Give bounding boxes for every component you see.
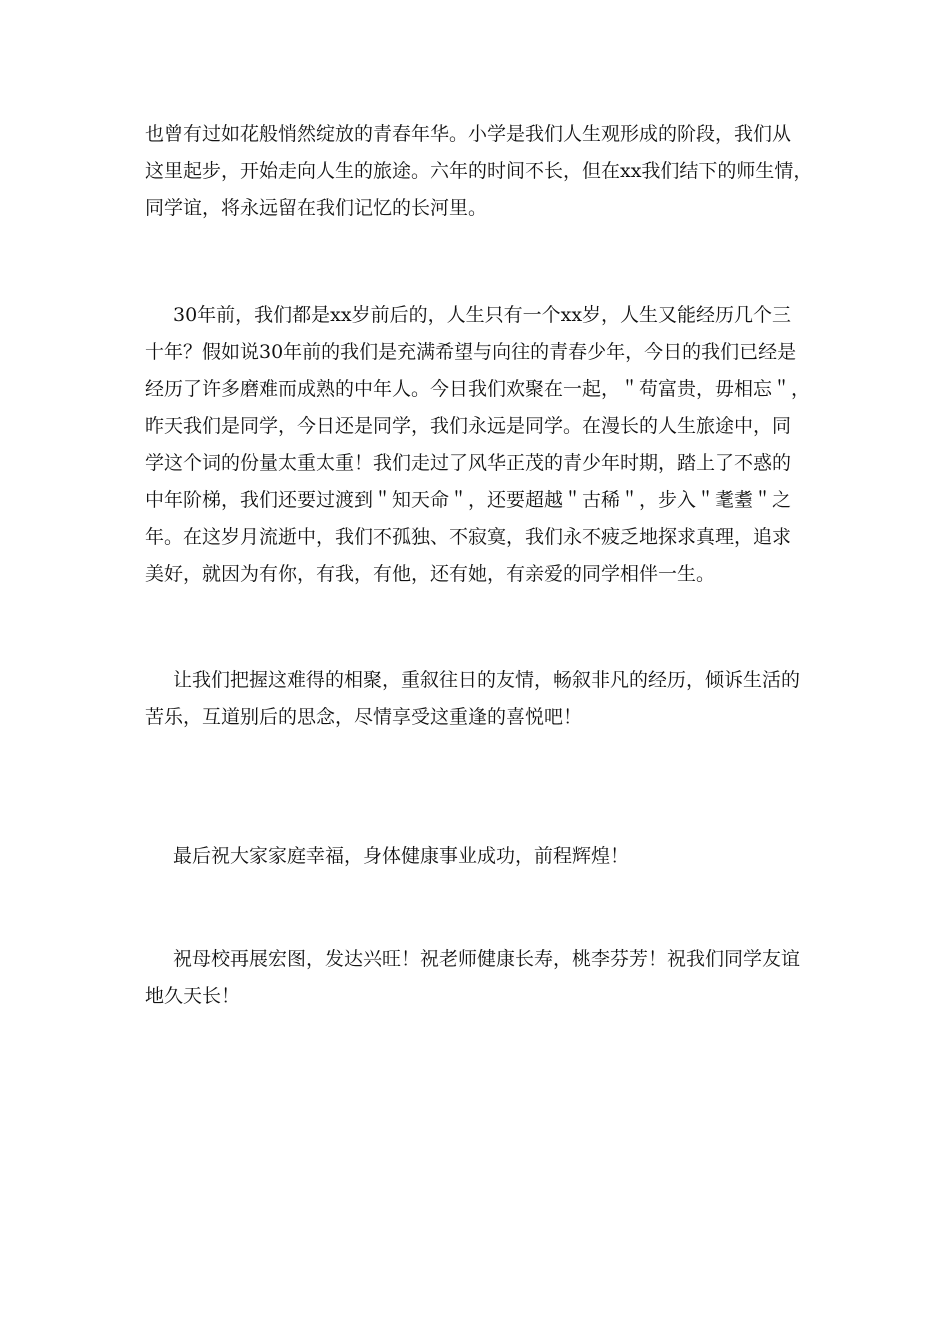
paragraph-2-line-4: 昨天我们是同学，今日还是同学，我们永远是同学。在漫长的人生旅途中，同 xyxy=(145,415,792,437)
paragraph-1-line-1: 也曾有过如花般悄然绽放的青春年华。小学是我们人生观形成的阶段，我们从 xyxy=(145,123,792,145)
paragraph-2-line-6: 中年阶梯，我们还要过渡到＂知天命＂，还要超越＂古稀＂，步入＂耄耋＂之 xyxy=(145,489,792,511)
paragraph-2-line-5: 学这个词的份量太重太重！我们走过了风华正茂的青少年时期，踏上了不惑的 xyxy=(145,452,792,474)
paragraph-5-line-1: 祝母校再展宏图，发达兴旺！祝老师健康长寿，桃李芬芳！祝我们同学友谊 xyxy=(173,948,801,970)
paragraph-2-line-1: 30年前，我们都是xx岁前后的，人生只有一个xx岁，人生又能经历几个三 xyxy=(173,304,792,326)
paragraph-1-line-2: 这里起步，开始走向人生的旅途。六年的时间不长，但在xx我们结下的师生情， xyxy=(145,160,813,182)
paragraph-5-line-2: 地久天长！ xyxy=(145,985,241,1007)
paragraph-3-line-2: 苦乐，互道别后的思念，尽情享受这重逢的喜悦吧！ xyxy=(145,706,583,728)
paragraph-2-line-8: 美好，就因为有你，有我，有他，还有她，有亲爱的同学相伴一生。 xyxy=(145,563,716,585)
paragraph-2-line-3: 经历了许多磨难而成熟的中年人。今日我们欢聚在一起，＂苟富贵，毋相忘＂， xyxy=(145,378,811,400)
paragraph-2-line-2: 十年？假如说30年前的我们是充满希望与向往的青春少年，今日的我们已经是 xyxy=(145,341,797,363)
paragraph-4-line-1: 最后祝大家家庭幸福，身体健康事业成功，前程辉煌！ xyxy=(173,845,630,867)
paragraph-1-line-3: 同学谊，将永远留在我们记忆的长河里。 xyxy=(145,197,488,219)
paragraph-3-line-1: 让我们把握这难得的相聚，重叙往日的友情，畅叙非凡的经历，倾诉生活的 xyxy=(173,669,801,691)
paragraph-2-line-7: 年。在这岁月流逝中，我们不孤独、不寂寞，我们永不疲乏地探求真理，追求 xyxy=(145,526,792,548)
